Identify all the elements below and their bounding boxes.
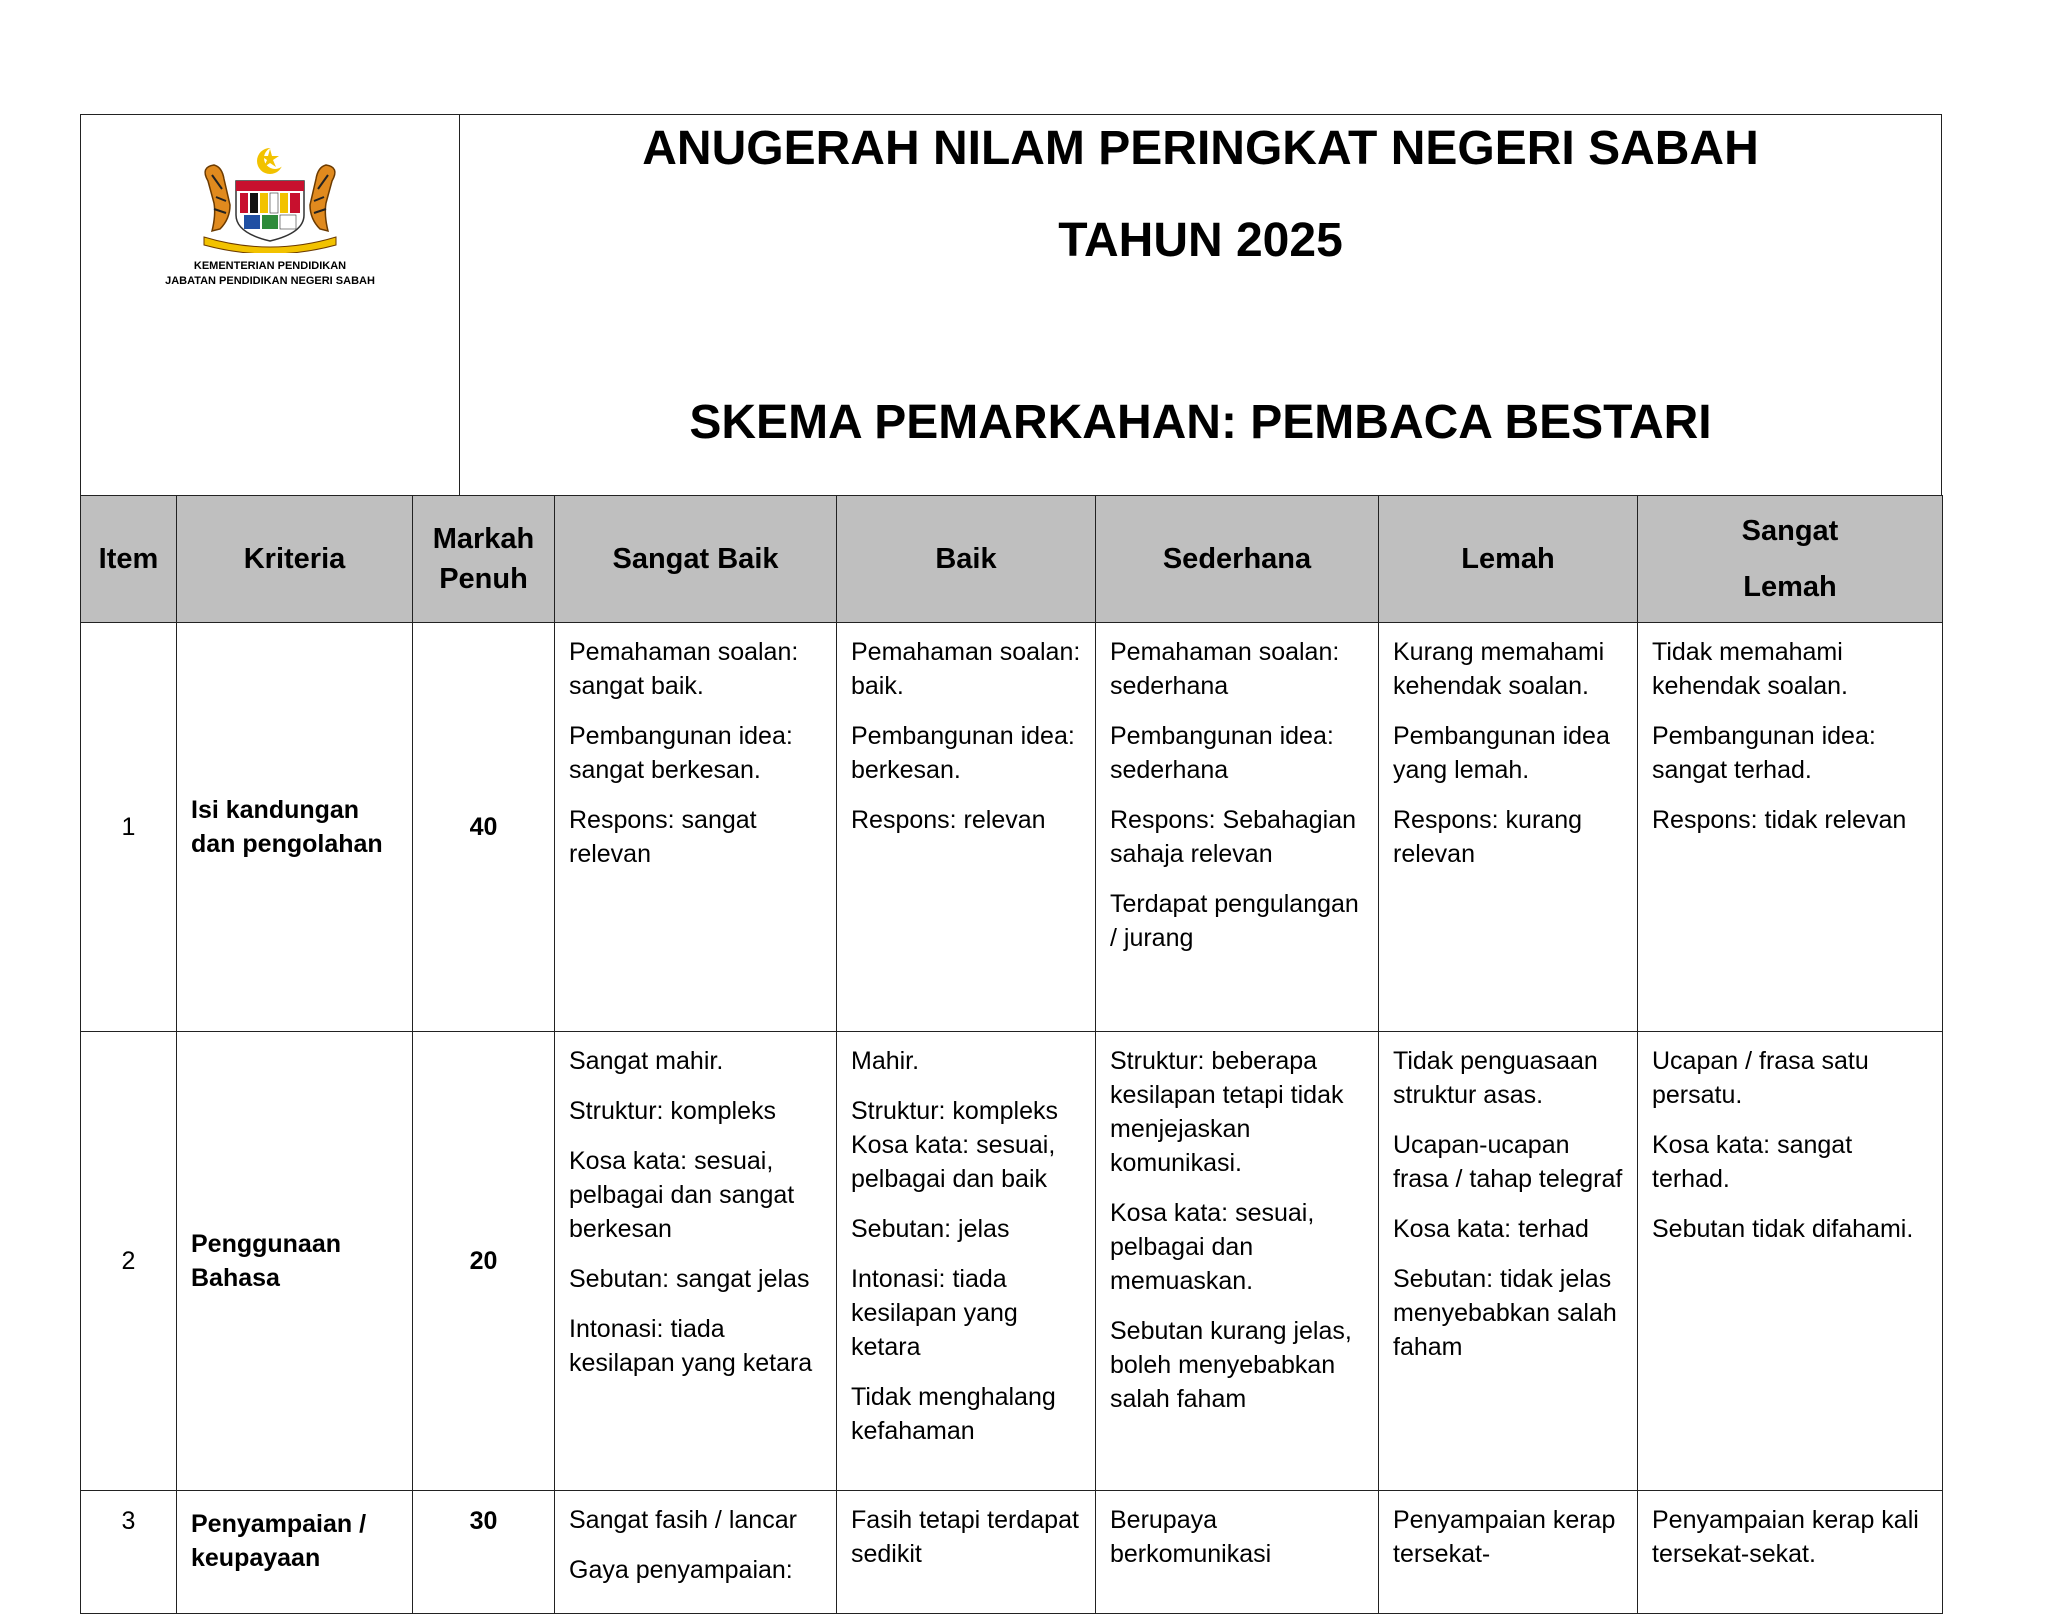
desc-lemah: Kurang memahami kehendak soalan. Pembangunan idea yang lemah. Respons: kurang relevan: [1379, 623, 1638, 1032]
item-number: 1: [81, 623, 177, 1032]
full-marks: 20: [413, 1032, 555, 1491]
award-title: ANUGERAH NILAM PERINGKAT NEGERI SABAH: [642, 122, 1759, 175]
criteria: Penyampaian / keupayaan: [177, 1491, 413, 1614]
desc-sangat-lemah: Penyampaian kerap kali tersekat-sekat.: [1638, 1491, 1943, 1614]
desc-sederhana: Struktur: beberapa kesilapan tetapi tidak menjejaskan komunikasi. Kosa kata: sesuai, pelbagai dan memuaskan. Sebutan kurang jelas, boleh menyebabkan salah faham: [1096, 1032, 1379, 1491]
malaysia-coat-of-arms-icon: [190, 145, 350, 253]
desc-sangat-lemah: Tidak memahami kehendak soalan. Pembangunan idea: sangat terhad. Respons: tidak relevan: [1638, 623, 1943, 1032]
header-sangat-lemah: Sangat Lemah: [1638, 496, 1943, 623]
desc-sangat-baik: Pemahaman soalan: sangat baik. Pembangunan idea: sangat berkesan. Respons: sangat relevan: [555, 623, 837, 1032]
desc-baik: Fasih tetapi terdapat sedikit: [837, 1491, 1096, 1614]
logo-department-text: JABATAN PENDIDIKAN NEGERI SABAH: [165, 275, 375, 287]
scheme-title: SKEMA PEMARKAHAN: PEMBACA BESTARI: [689, 396, 1712, 449]
header-sangat-baik: Sangat Baik: [555, 496, 837, 623]
full-marks: 40: [413, 623, 555, 1032]
desc-sangat-baik: Sangat mahir. Struktur: kompleks Kosa kata: sesuai, pelbagai dan sangat berkesan Sebutan: sangat jelas Intonasi: tiada kesilapan yang ketara: [555, 1032, 837, 1491]
table-header-row: [81, 496, 1943, 623]
header-markah-penuh: Markah Penuh: [413, 496, 555, 623]
marking-scheme-table: [80, 495, 1943, 1614]
header-item: Item: [81, 496, 177, 623]
logo-ministry-text: KEMENTERIAN PENDIDIKAN: [193, 260, 347, 272]
logo-cell: [81, 115, 460, 495]
item-number: 2: [81, 1032, 177, 1491]
desc-sederhana: Berupaya berkomunikasi: [1096, 1491, 1379, 1614]
title-cell: [460, 115, 1941, 495]
criteria: Isi kandungan dan pengolahan: [177, 623, 413, 1032]
table-row: [81, 623, 1943, 1032]
header-kriteria: Kriteria: [177, 496, 413, 623]
desc-sangat-lemah: Ucapan / frasa satu persatu. Kosa kata: sangat terhad. Sebutan tidak difahami.: [1638, 1032, 1943, 1491]
award-year: TAHUN 2025: [1058, 214, 1343, 267]
header-baik: Baik: [837, 496, 1096, 623]
desc-sangat-baik: Sangat fasih / lancar Gaya penyampaian:: [555, 1491, 837, 1614]
desc-baik: Pemahaman soalan: baik. Pembangunan idea: berkesan. Respons: relevan: [837, 623, 1096, 1032]
desc-baik: Mahir. Struktur: kompleks Kosa kata: sesuai, pelbagai dan baik Sebutan: jelas Intonasi: tiada kesilapan yang ketara Tidak menghalang kefahaman: [837, 1032, 1096, 1491]
full-marks: 30: [413, 1491, 555, 1614]
header-lemah: Lemah: [1379, 496, 1638, 623]
document-page: [80, 114, 1942, 1614]
desc-sederhana: Pemahaman soalan: sederhana Pembangunan idea: sederhana Respons: Sebahagian sahaja relevan Terdapat pengulangan / jurang: [1096, 623, 1379, 1032]
desc-lemah: Tidak penguasaan struktur asas. Ucapan-ucapan frasa / tahap telegraf Kosa kata: terhad Sebutan: tidak jelas menyebabkan salah faham: [1379, 1032, 1638, 1491]
table-row: [81, 1491, 1943, 1614]
document-header: [80, 114, 1942, 495]
header-sederhana: Sederhana: [1096, 496, 1379, 623]
table-row: [81, 1032, 1943, 1491]
desc-lemah: Penyampaian kerap tersekat-: [1379, 1491, 1638, 1614]
criteria: Penggunaan Bahasa: [177, 1032, 413, 1491]
item-number: 3: [81, 1491, 177, 1614]
